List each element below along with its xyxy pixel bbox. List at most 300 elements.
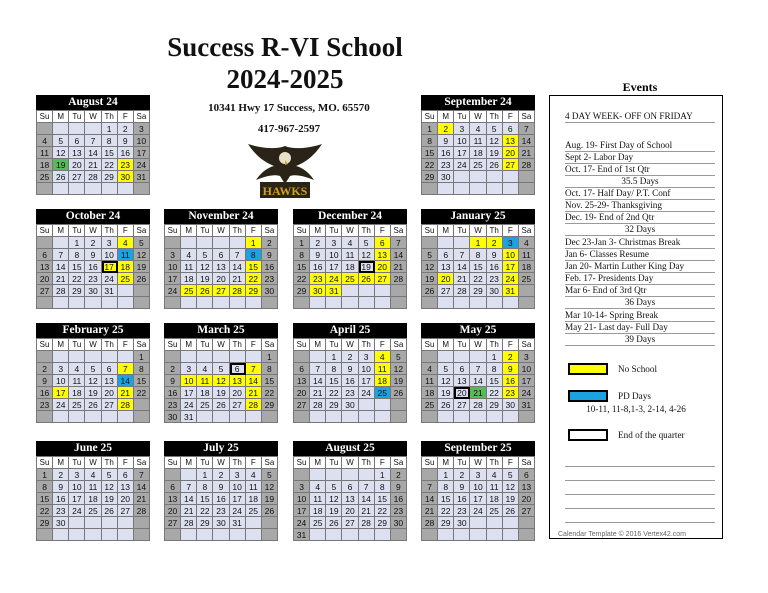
month-calendar <box>421 95 535 195</box>
month-calendar <box>421 441 535 541</box>
calendar-day: 17 <box>134 147 150 159</box>
calendar-day: 2 <box>487 237 503 249</box>
calendar-empty-cell <box>85 411 101 423</box>
calendar-day: 5 <box>438 363 454 375</box>
calendar-day: 21 <box>310 387 326 399</box>
calendar-empty-cell <box>470 171 486 183</box>
month-calendar <box>164 323 278 423</box>
calendar-day: 18 <box>181 273 197 285</box>
event-item: 39 Days <box>565 333 715 346</box>
calendar-day: 1 <box>134 351 150 363</box>
calendar-day: 1 <box>246 237 262 249</box>
calendar-day: 19 <box>503 493 519 505</box>
calendar-day: 11 <box>69 375 85 387</box>
calendar-day: 18 <box>470 147 486 159</box>
calendar-empty-cell <box>37 123 53 135</box>
calendar-day: 1 <box>262 351 278 363</box>
calendar-day: 9 <box>454 481 470 493</box>
calendar-empty-cell <box>503 183 519 195</box>
month-calendar <box>293 323 407 423</box>
calendar-empty-cell <box>181 351 197 363</box>
calendar-day: 4 <box>487 469 503 481</box>
calendar-day: 31 <box>134 171 150 183</box>
weekday-header: F <box>246 457 262 469</box>
weekday-header: F <box>118 339 134 351</box>
calendar-day: 9 <box>85 249 101 261</box>
calendar-day: 28 <box>230 285 246 297</box>
calendar-empty-cell <box>294 469 310 481</box>
calendar-day: 13 <box>294 375 310 387</box>
calendar-empty-cell <box>134 297 150 309</box>
weekday-header: W <box>342 457 358 469</box>
calendar-day: 25 <box>310 517 326 529</box>
calendar-day: 8 <box>262 363 278 375</box>
calendar-day: 26 <box>134 273 150 285</box>
calendar-day: 3 <box>165 249 181 261</box>
calendar-day: 18 <box>246 493 262 505</box>
calendar-empty-cell <box>197 411 213 423</box>
calendar-empty-cell <box>37 183 53 195</box>
calendar-day: 13 <box>342 493 358 505</box>
calendar-day: 6 <box>37 249 53 261</box>
weekday-header: Sa <box>391 457 407 469</box>
calendar-day: 9 <box>37 375 53 387</box>
weekday-header: Sa <box>519 111 535 123</box>
calendar-day: 27 <box>165 517 181 529</box>
calendar-day: 24 <box>359 387 375 399</box>
calendar-day: 24 <box>326 273 342 285</box>
calendar-day: 16 <box>53 493 69 505</box>
calendar-day: 28 <box>454 285 470 297</box>
calendar-empty-cell <box>53 237 69 249</box>
calendar-day: 14 <box>230 261 246 273</box>
calendar-empty-cell <box>487 517 503 529</box>
calendar-empty-cell <box>37 529 53 541</box>
calendar-day: 10 <box>470 481 486 493</box>
month-calendar <box>36 441 150 541</box>
calendar-empty-cell <box>213 351 229 363</box>
blank-line <box>565 496 715 509</box>
calendar-day: 17 <box>53 387 69 399</box>
events-title: Events <box>622 80 658 94</box>
calendar-day: 6 <box>375 237 391 249</box>
calendar-day: 10 <box>503 249 519 261</box>
weekday-header: F <box>503 339 519 351</box>
event-item: Sept 2- Labor Day <box>565 151 715 164</box>
calendar-day: 5 <box>262 469 278 481</box>
calendar-day: 7 <box>230 249 246 261</box>
calendar-day: 9 <box>262 249 278 261</box>
calendar-empty-cell <box>230 529 246 541</box>
calendar-day: 14 <box>53 261 69 273</box>
calendar-day: 11 <box>519 249 535 261</box>
calendar-day: 19 <box>438 387 454 399</box>
calendar-day: 15 <box>326 375 342 387</box>
calendar-empty-cell <box>422 351 438 363</box>
calendar-day: 19 <box>53 159 69 171</box>
calendar-empty-cell <box>165 529 181 541</box>
calendar-day: 26 <box>262 505 278 517</box>
calendar-day: 3 <box>454 123 470 135</box>
weekday-header: Su <box>294 457 310 469</box>
calendar-day: 23 <box>37 399 53 411</box>
end-of-quarter-label: End of the quarter <box>618 430 685 440</box>
calendar-day: 29 <box>262 399 278 411</box>
weekday-header: M <box>53 457 69 469</box>
calendar-day: 20 <box>230 387 246 399</box>
calendar-empty-cell <box>246 517 262 529</box>
calendar-empty-cell <box>118 285 134 297</box>
calendar-empty-cell <box>519 529 535 541</box>
calendar-day: 5 <box>85 363 101 375</box>
calendar-day: 6 <box>213 249 229 261</box>
calendar-day: 5 <box>422 249 438 261</box>
calendar-day: 27 <box>503 159 519 171</box>
calendar-empty-cell <box>422 469 438 481</box>
calendar-day: 13 <box>37 261 53 273</box>
calendar-day: 19 <box>359 261 375 273</box>
calendar-day: 4 <box>470 123 486 135</box>
calendar-empty-cell <box>118 517 134 529</box>
calendar-day: 10 <box>326 249 342 261</box>
calendar-empty-cell <box>213 237 229 249</box>
weekday-header: Sa <box>134 339 150 351</box>
calendar-day: 17 <box>69 493 85 505</box>
calendar-empty-cell <box>197 351 213 363</box>
calendar-day: 22 <box>294 273 310 285</box>
calendar-day: 19 <box>213 387 229 399</box>
calendar-empty-cell <box>310 529 326 541</box>
calendar-empty-cell <box>230 237 246 249</box>
calendar-day: 3 <box>294 481 310 493</box>
calendar-empty-cell <box>118 297 134 309</box>
calendar-empty-cell <box>422 529 438 541</box>
calendar-empty-cell <box>310 297 326 309</box>
weekday-header: Th <box>487 225 503 237</box>
calendar-empty-cell <box>102 411 118 423</box>
calendar-day: 1 <box>102 123 118 135</box>
calendar-empty-cell <box>375 399 391 411</box>
weekday-header: Sa <box>262 457 278 469</box>
calendar-day: 9 <box>342 363 358 375</box>
calendar-empty-cell <box>53 411 69 423</box>
calendar-day: 20 <box>342 505 358 517</box>
calendar-day: 13 <box>230 375 246 387</box>
weekday-header: M <box>438 457 454 469</box>
calendar-empty-cell <box>118 411 134 423</box>
calendar-empty-cell <box>326 297 342 309</box>
weekday-header: Sa <box>519 225 535 237</box>
calendar-day: 28 <box>470 399 486 411</box>
calendar-day: 6 <box>230 363 246 375</box>
calendar-empty-cell <box>310 351 326 363</box>
calendar-day: 15 <box>134 375 150 387</box>
no-school-swatch <box>568 363 608 375</box>
calendar-day: 18 <box>85 493 101 505</box>
weekday-header: Th <box>487 457 503 469</box>
weekday-header: Tu <box>454 111 470 123</box>
calendar-day: 24 <box>134 159 150 171</box>
calendar-day: 6 <box>438 249 454 261</box>
calendar-empty-cell <box>102 183 118 195</box>
weekday-header: Sa <box>262 339 278 351</box>
calendar-empty-cell <box>438 237 454 249</box>
weekday-header: F <box>375 457 391 469</box>
calendar-day: 13 <box>438 261 454 273</box>
calendar-empty-cell <box>391 297 407 309</box>
weekday-header: Th <box>487 111 503 123</box>
calendar-empty-cell <box>503 297 519 309</box>
calendar-day: 11 <box>470 135 486 147</box>
calendar-empty-cell <box>85 123 101 135</box>
calendar-day: 14 <box>118 375 134 387</box>
calendar-day: 29 <box>37 517 53 529</box>
calendar-day: 16 <box>454 493 470 505</box>
calendar-day: 7 <box>391 237 407 249</box>
weekday-header: W <box>85 457 101 469</box>
weekday-header: Th <box>230 225 246 237</box>
calendar-day: 15 <box>246 261 262 273</box>
calendar-day: 27 <box>454 399 470 411</box>
calendar-day: 1 <box>37 469 53 481</box>
calendar-day: 7 <box>246 363 262 375</box>
calendar-day: 25 <box>69 399 85 411</box>
calendar-day: 31 <box>503 285 519 297</box>
calendar-day: 2 <box>118 123 134 135</box>
calendar-day: 16 <box>165 387 181 399</box>
calendar-day: 3 <box>134 123 150 135</box>
calendar-empty-cell <box>53 297 69 309</box>
calendar-day: 19 <box>197 273 213 285</box>
calendar-day: 18 <box>37 159 53 171</box>
calendar-empty-cell <box>422 297 438 309</box>
calendar-empty-cell <box>438 411 454 423</box>
event-item: Mar 6- End of 3rd Qtr <box>565 284 715 297</box>
weekday-header: Tu <box>326 225 342 237</box>
calendar-day: 25 <box>197 399 213 411</box>
calendar-empty-cell <box>246 351 262 363</box>
calendar-day: 17 <box>454 147 470 159</box>
calendar-empty-cell <box>69 517 85 529</box>
calendar-empty-cell <box>438 183 454 195</box>
calendar-day: 21 <box>359 505 375 517</box>
calendar-day: 22 <box>102 159 118 171</box>
calendar-day: 14 <box>181 493 197 505</box>
calendar-day: 22 <box>438 505 454 517</box>
weekday-header: Tu <box>454 225 470 237</box>
calendar-empty-cell <box>181 297 197 309</box>
calendar-empty-cell <box>503 529 519 541</box>
calendar-day: 8 <box>375 481 391 493</box>
weekday-header: Th <box>102 225 118 237</box>
calendar-empty-cell <box>197 529 213 541</box>
weekday-header: M <box>438 111 454 123</box>
weekday-header: F <box>118 225 134 237</box>
calendar-day: 6 <box>118 469 134 481</box>
calendar-day: 21 <box>391 261 407 273</box>
calendar-empty-cell <box>165 237 181 249</box>
calendar-day: 20 <box>213 273 229 285</box>
calendar-day: 23 <box>454 505 470 517</box>
calendar-day: 10 <box>230 481 246 493</box>
month-title: August 25 <box>293 441 407 456</box>
weekday-header: Sa <box>134 111 150 123</box>
calendar-empty-cell <box>519 411 535 423</box>
calendar-day: 11 <box>37 147 53 159</box>
calendar-day: 28 <box>519 159 535 171</box>
calendar-day: 2 <box>37 363 53 375</box>
calendar-day: 30 <box>503 399 519 411</box>
calendar-day: 14 <box>246 375 262 387</box>
calendar-day: 26 <box>503 505 519 517</box>
calendar-day: 16 <box>503 375 519 387</box>
calendar-day: 15 <box>102 147 118 159</box>
calendar-empty-cell <box>197 297 213 309</box>
calendar-empty-cell <box>422 237 438 249</box>
calendar-day: 11 <box>246 481 262 493</box>
weekday-header: Th <box>487 339 503 351</box>
calendar-day: 16 <box>391 493 407 505</box>
calendar-day: 5 <box>134 237 150 249</box>
weekday-header: Th <box>102 111 118 123</box>
weekday-header: M <box>181 339 197 351</box>
calendar-day: 17 <box>470 493 486 505</box>
calendar-empty-cell <box>470 411 486 423</box>
event-item: Jan 20- Martin Luther King Day <box>565 260 715 273</box>
calendar-day: 22 <box>422 159 438 171</box>
calendar-day: 23 <box>487 273 503 285</box>
calendar-empty-cell <box>102 351 118 363</box>
calendar-day: 11 <box>310 493 326 505</box>
calendar-day: 16 <box>310 261 326 273</box>
calendar-day: 19 <box>102 493 118 505</box>
calendar-empty-cell <box>134 529 150 541</box>
calendar-day: 3 <box>181 363 197 375</box>
calendar-day: 4 <box>37 135 53 147</box>
calendar-empty-cell <box>470 351 486 363</box>
template-credit: Calendar Template © 2016 Vertex42.com <box>558 531 686 538</box>
weekday-header: F <box>375 225 391 237</box>
calendar-day: 2 <box>391 469 407 481</box>
calendar-day: 11 <box>375 363 391 375</box>
calendar-day: 16 <box>85 261 101 273</box>
calendar-day: 20 <box>294 387 310 399</box>
pd-days-label: PD Days <box>618 391 651 401</box>
weekday-header: Su <box>294 339 310 351</box>
calendar-empty-cell <box>391 399 407 411</box>
weekday-header: M <box>438 225 454 237</box>
calendar-day: 15 <box>422 147 438 159</box>
calendar-day: 14 <box>422 493 438 505</box>
calendar-day: 24 <box>519 387 535 399</box>
calendar-day: 30 <box>85 285 101 297</box>
calendar-empty-cell <box>134 399 150 411</box>
calendar-day: 25 <box>519 273 535 285</box>
weekday-header: W <box>470 457 486 469</box>
month-calendar <box>36 95 150 195</box>
calendar-empty-cell <box>342 285 358 297</box>
calendar-day: 14 <box>454 261 470 273</box>
calendar-day: 13 <box>165 493 181 505</box>
calendar-day: 12 <box>438 375 454 387</box>
calendar-day: 21 <box>53 273 69 285</box>
calendar-day: 5 <box>391 351 407 363</box>
calendar-empty-cell <box>519 171 535 183</box>
event-item: 36 Days <box>565 296 715 309</box>
calendar-day: 28 <box>53 285 69 297</box>
calendar-day: 17 <box>102 261 118 273</box>
calendar-day: 12 <box>422 261 438 273</box>
calendar-day: 5 <box>102 469 118 481</box>
calendar-day: 23 <box>213 505 229 517</box>
calendar-empty-cell <box>519 517 535 529</box>
calendar-empty-cell <box>487 183 503 195</box>
calendar-day: 9 <box>165 375 181 387</box>
weekday-header: Su <box>422 339 438 351</box>
month-title: July 25 <box>164 441 278 456</box>
calendar-empty-cell <box>487 529 503 541</box>
calendar-day: 8 <box>69 249 85 261</box>
calendar-empty-cell <box>213 411 229 423</box>
calendar-day: 29 <box>487 399 503 411</box>
calendar-day: 4 <box>310 481 326 493</box>
calendar-day: 8 <box>470 249 486 261</box>
calendar-day: 13 <box>118 481 134 493</box>
calendar-day: 2 <box>213 469 229 481</box>
calendar-empty-cell <box>165 351 181 363</box>
calendar-day: 7 <box>470 363 486 375</box>
weekday-header: Tu <box>69 111 85 123</box>
calendar-empty-cell <box>230 297 246 309</box>
calendar-empty-cell <box>391 411 407 423</box>
event-item: Mar 10-14- Spring Break <box>565 309 715 322</box>
weekday-header: Th <box>230 457 246 469</box>
month-calendar <box>421 323 535 423</box>
calendar-day: 28 <box>391 273 407 285</box>
calendar-day: 8 <box>326 363 342 375</box>
calendar-day: 24 <box>69 505 85 517</box>
calendar-day: 3 <box>470 469 486 481</box>
calendar-day: 10 <box>181 375 197 387</box>
calendar-day: 22 <box>470 273 486 285</box>
calendar-day: 11 <box>487 481 503 493</box>
weekday-header: M <box>310 225 326 237</box>
calendar-empty-cell <box>375 297 391 309</box>
calendar-day: 30 <box>342 399 358 411</box>
calendar-day: 3 <box>102 237 118 249</box>
calendar-day: 24 <box>181 399 197 411</box>
calendar-day: 17 <box>230 493 246 505</box>
calendar-empty-cell <box>391 285 407 297</box>
calendar-day: 17 <box>326 261 342 273</box>
calendar-day: 18 <box>375 375 391 387</box>
calendar-day: 4 <box>422 363 438 375</box>
weekday-header: W <box>342 225 358 237</box>
weekday-header: Su <box>422 457 438 469</box>
calendar-day: 12 <box>213 375 229 387</box>
calendar-day: 6 <box>294 363 310 375</box>
weekday-header: F <box>118 457 134 469</box>
calendar-day: 28 <box>118 399 134 411</box>
calendar-empty-cell <box>165 297 181 309</box>
calendar-day: 30 <box>438 171 454 183</box>
calendar-day: 3 <box>230 469 246 481</box>
calendar-day: 23 <box>53 505 69 517</box>
calendar-day: 22 <box>69 273 85 285</box>
calendar-day: 18 <box>310 505 326 517</box>
calendar-day: 24 <box>165 285 181 297</box>
calendar-day: 16 <box>438 147 454 159</box>
